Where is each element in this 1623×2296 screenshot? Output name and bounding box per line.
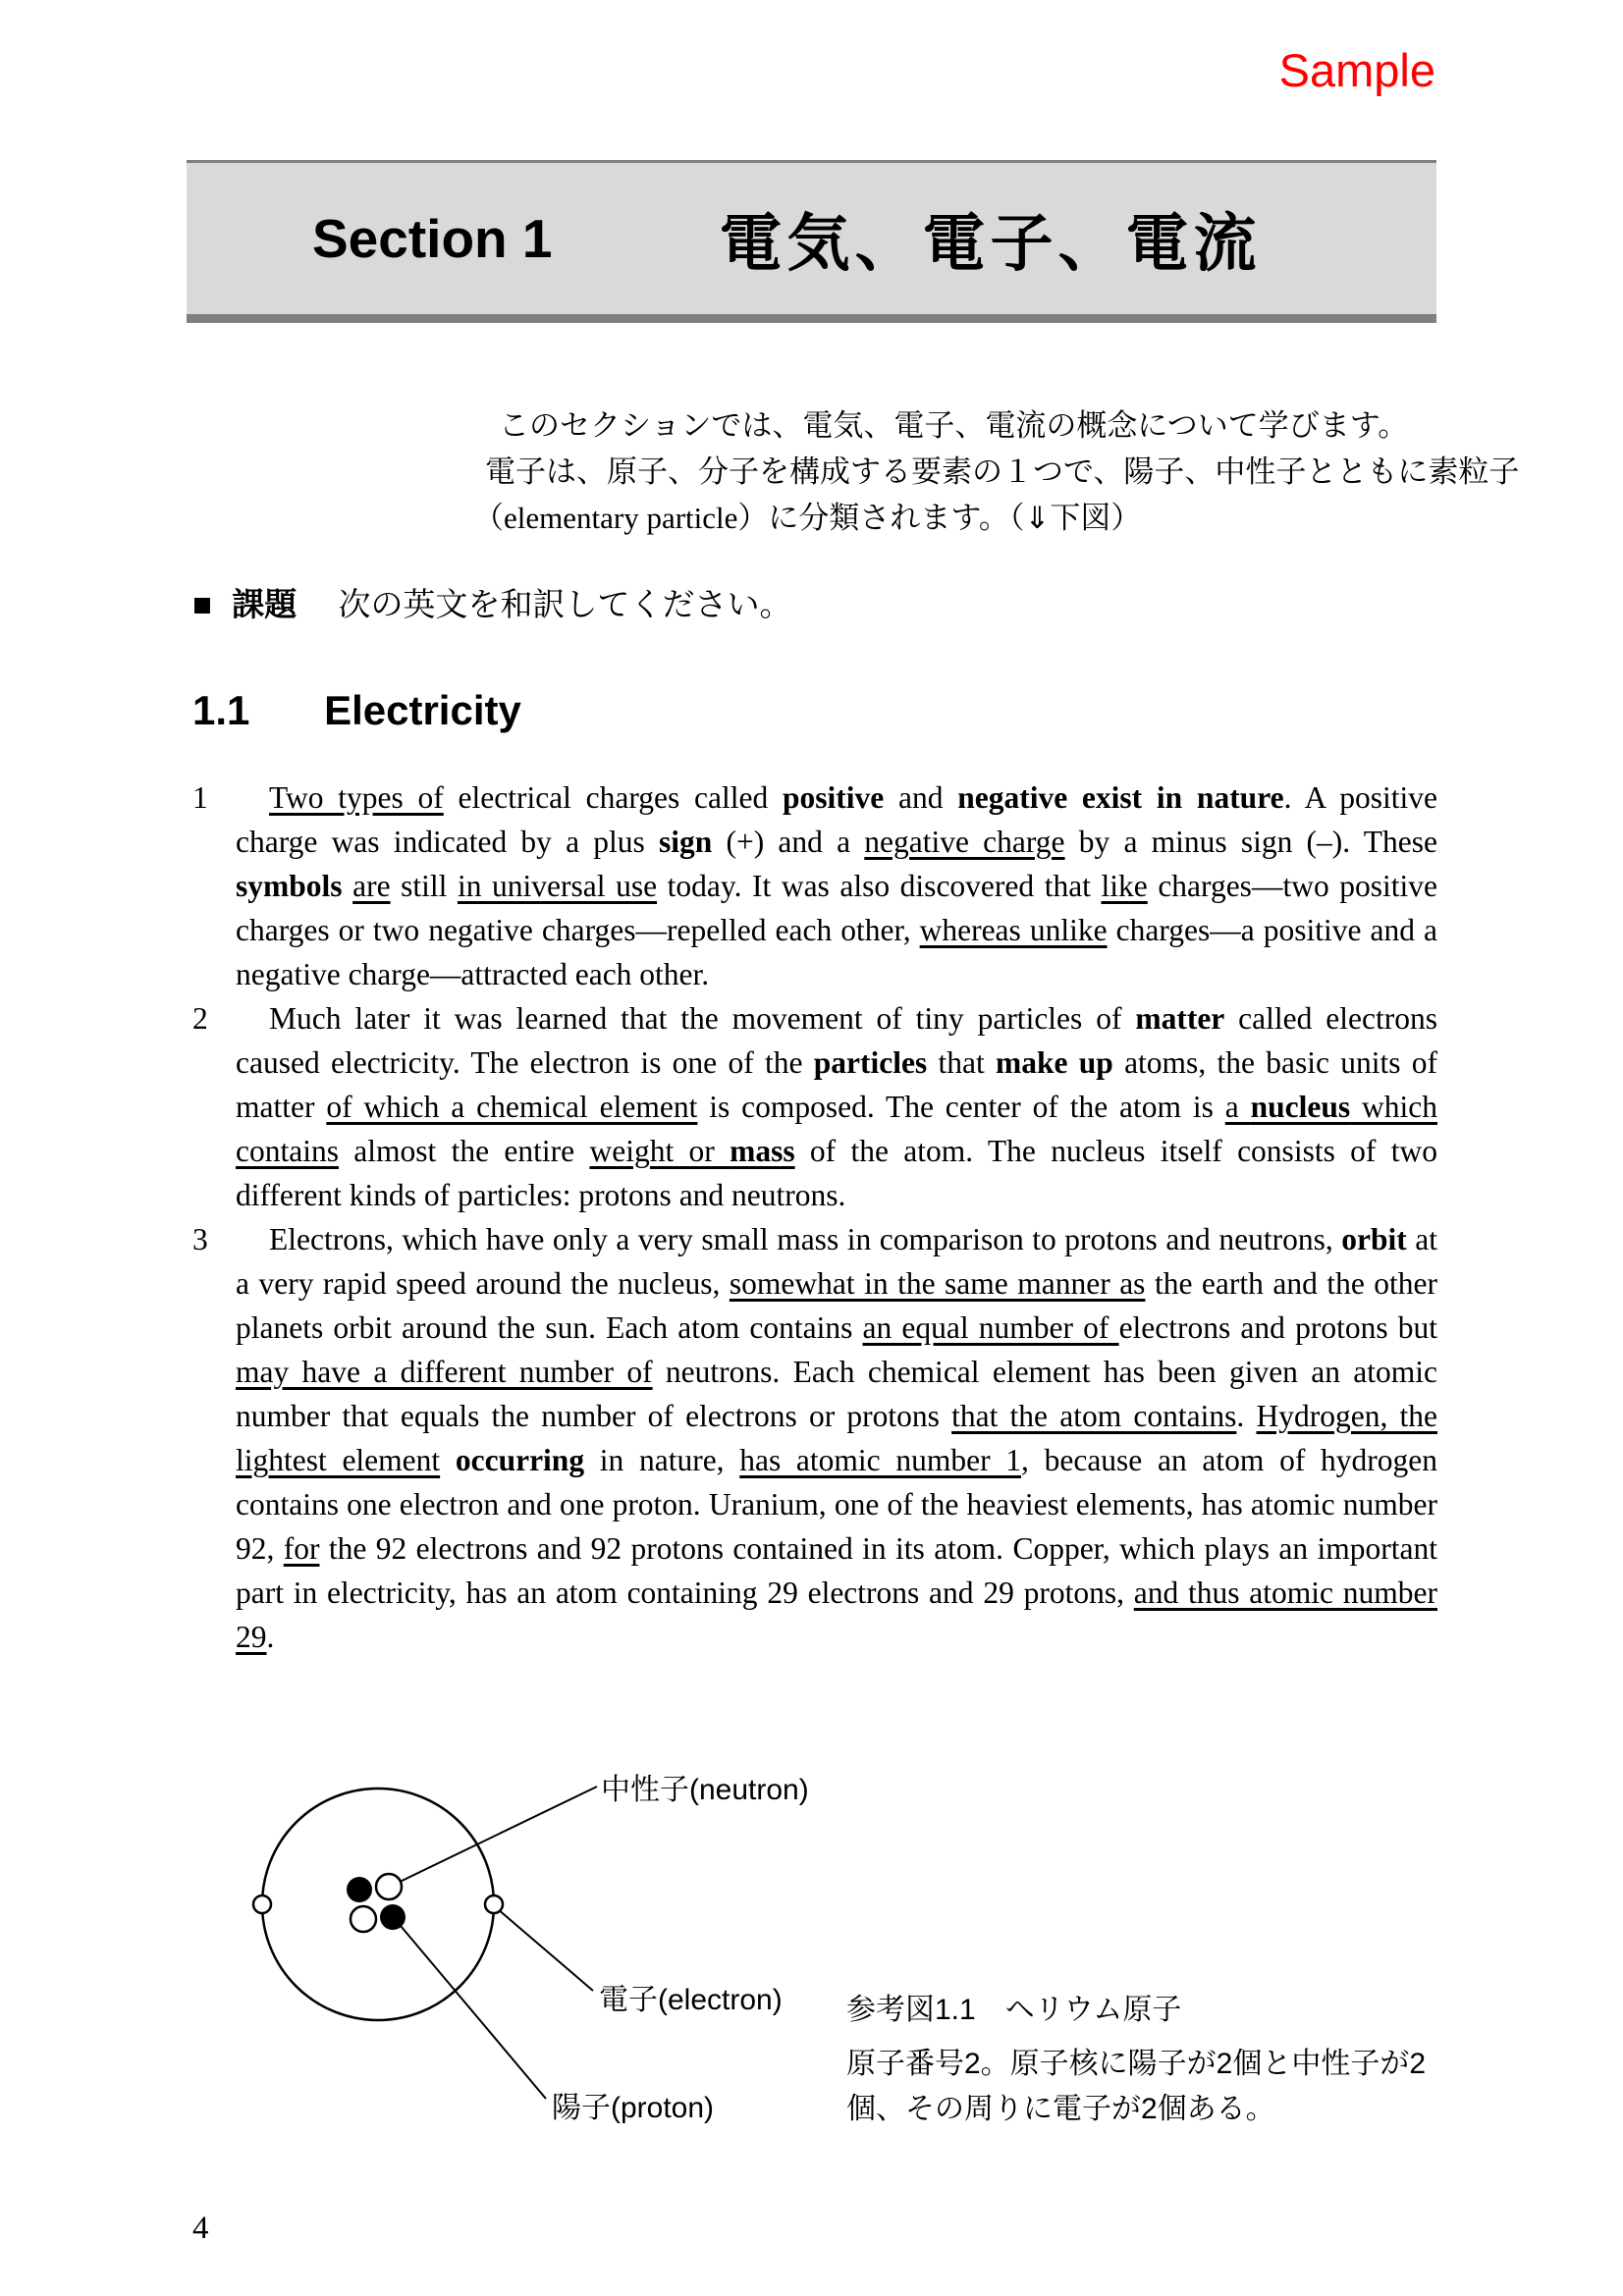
text-segment: Two types of (269, 780, 444, 815)
text-segment: the 92 electrons and 92 protons contained in its atom. Copper, which plays an important part in electricity, has an atom containing 29 electrons and 29 protons, (236, 1531, 1437, 1610)
text-segment: negative exist in nature (957, 780, 1284, 815)
text-segment: electrical charges called (443, 780, 783, 815)
proton-particle-2 (380, 1904, 406, 1930)
text-segment: a (1224, 1090, 1251, 1124)
paragraph-list (192, 775, 1437, 1659)
text-segment: for (283, 1531, 320, 1566)
text-segment: that (927, 1045, 996, 1080)
neutron-pointer-line (396, 1787, 597, 1884)
text-segment: at a very rapid speed around the nucleus, (236, 1222, 1437, 1301)
section-title: 電気、電子、電流 (719, 208, 1262, 279)
paragraph-number: 1 (192, 780, 208, 815)
paragraph (192, 775, 1437, 996)
text-segment (343, 869, 353, 903)
text-segment: mass (730, 1134, 795, 1168)
text-segment: sign (658, 825, 713, 859)
text-segment: is composed. The center of the atom is (697, 1090, 1225, 1124)
neutron-label: 中性子(neutron) (601, 1774, 809, 1806)
page-number: 4 (192, 2211, 209, 2246)
paragraph-number: 3 (192, 1222, 208, 1256)
sample-watermark: Sample (1278, 44, 1435, 96)
text-segment: by a minus sign (–). These (1064, 825, 1437, 859)
electron-label: 電子(electron) (599, 1984, 783, 2016)
neutron-particle-2 (351, 1906, 376, 1932)
task-line (192, 579, 791, 625)
text-segment: somewhat in the same manner as (729, 1266, 1146, 1301)
figure-caption-body: 原子番号2。原子核に陽子が2個と中性子が2個、その周りに電子が2個ある。 (846, 2048, 1427, 2125)
text-segment: and thus atomic number 29 (236, 1575, 1438, 1654)
paragraph (192, 1217, 1437, 1659)
text-segment: nucleus (1250, 1090, 1351, 1124)
text-segment: symbols (236, 869, 343, 903)
text-segment: weight or (589, 1134, 730, 1168)
text-segment: Much later it was learned that the movement of tiny particles of (269, 1001, 1136, 1036)
heading-title: Electricity (324, 687, 521, 733)
text-segment: may have a different number of (236, 1355, 653, 1389)
text-segment: neutrons. Each chemical element has been given an atomic number that equals the number of electrons or protons (236, 1355, 1437, 1433)
text-segment: called electrons caused electricity. The electron is one of the (236, 1001, 1437, 1080)
text-segment: (+) and a (712, 825, 865, 859)
text-segment: that the atom contains (951, 1399, 1237, 1433)
section-1-1-heading (192, 687, 521, 734)
text-segment: charges—two positive charges or two negative charges—repelled each other, (236, 869, 1438, 947)
text-segment: in nature, (584, 1443, 740, 1477)
atom-orbit-circle (262, 1789, 494, 2020)
text-segment: . (1236, 1399, 1257, 1433)
text-segment: and (884, 780, 958, 815)
text-segment: almost the entire (338, 1134, 590, 1168)
text-segment: electrons and protons but (1118, 1310, 1437, 1345)
text-segment: which contains (236, 1090, 1437, 1168)
electron-particle-left (253, 1896, 271, 1913)
text-segment: whereas unlike (919, 913, 1108, 947)
text-segment: of which a chemical element (326, 1090, 698, 1124)
text-segment: positive (782, 780, 885, 815)
intro-paragraph (473, 402, 1519, 541)
text-segment: still (390, 869, 458, 903)
task-label: 課題 (232, 586, 298, 622)
electron-particle-right (485, 1896, 503, 1913)
heading-number: 1.1 (192, 687, 250, 733)
text-segment: the earth and the other planets orbit around the sun. Each atom contains (236, 1266, 1438, 1345)
electron-pointer-line (498, 1909, 593, 1991)
text-segment: atoms, the basic units of matter (236, 1045, 1437, 1124)
text-segment: has atomic number 1 (739, 1443, 1022, 1477)
text-segment: of the atom. The nucleus itself consists of two different kinds of particles: protons and neutrons. (236, 1134, 1437, 1212)
text-segment: occurring (455, 1443, 585, 1477)
paragraph (192, 996, 1437, 1217)
text-segment: negative charge (864, 825, 1065, 859)
intro-line: 電子は、原子、分子を構成する要素の１つで、陽子、中性子とともに素粒子 (485, 454, 1520, 489)
section-header-band (187, 160, 1436, 323)
text-segment (440, 1443, 456, 1477)
proton-label: 陽子(proton) (552, 2092, 715, 2124)
proton-particle-1 (347, 1877, 372, 1902)
text-segment: matter (1135, 1001, 1225, 1036)
text-segment: an equal number of (862, 1310, 1119, 1345)
text-segment: charges—a positive and a negative charge—attracted each other. (236, 913, 1438, 991)
text-segment: today. It was also discovered that (657, 869, 1102, 903)
paragraph-number: 2 (192, 1001, 208, 1036)
section-number-label: Section 1 (312, 208, 553, 269)
task-text: 次の英文を和訳してください。 (338, 588, 792, 623)
intro-line: このセクションでは、電気、電子、電流の概念について学びます。 (499, 408, 1409, 443)
neutron-particle-1 (376, 1874, 402, 1899)
text-segment: in universal use (457, 869, 658, 903)
proton-pointer-line (396, 1920, 546, 2099)
text-segment: Hydrogen, the lightest element (236, 1399, 1437, 1477)
text-segment: Electrons, which have only a very small mass in comparison to protons and neutrons, (269, 1222, 1342, 1256)
intro-line: （elementary particle）に分類されます。（⇓下図） (473, 501, 1142, 535)
text-segment: orbit (1341, 1222, 1407, 1256)
figure-caption-title: 参考図1.1 ヘリウム原子 (846, 1994, 1182, 2026)
text-segment: make up (995, 1045, 1113, 1080)
text-segment: . (266, 1620, 275, 1654)
text-segment: particles (813, 1045, 928, 1080)
text-segment: . A positive charge was indicated by a plus (236, 780, 1437, 859)
square-bullet-icon: ■ (192, 586, 212, 622)
text-segment: , because an atom of hydrogen contains one electron and one proton. Uranium, one of the heaviest elements, has atomic number 92, (236, 1443, 1437, 1566)
text-segment: are (352, 869, 391, 903)
text-segment: like (1101, 869, 1148, 903)
